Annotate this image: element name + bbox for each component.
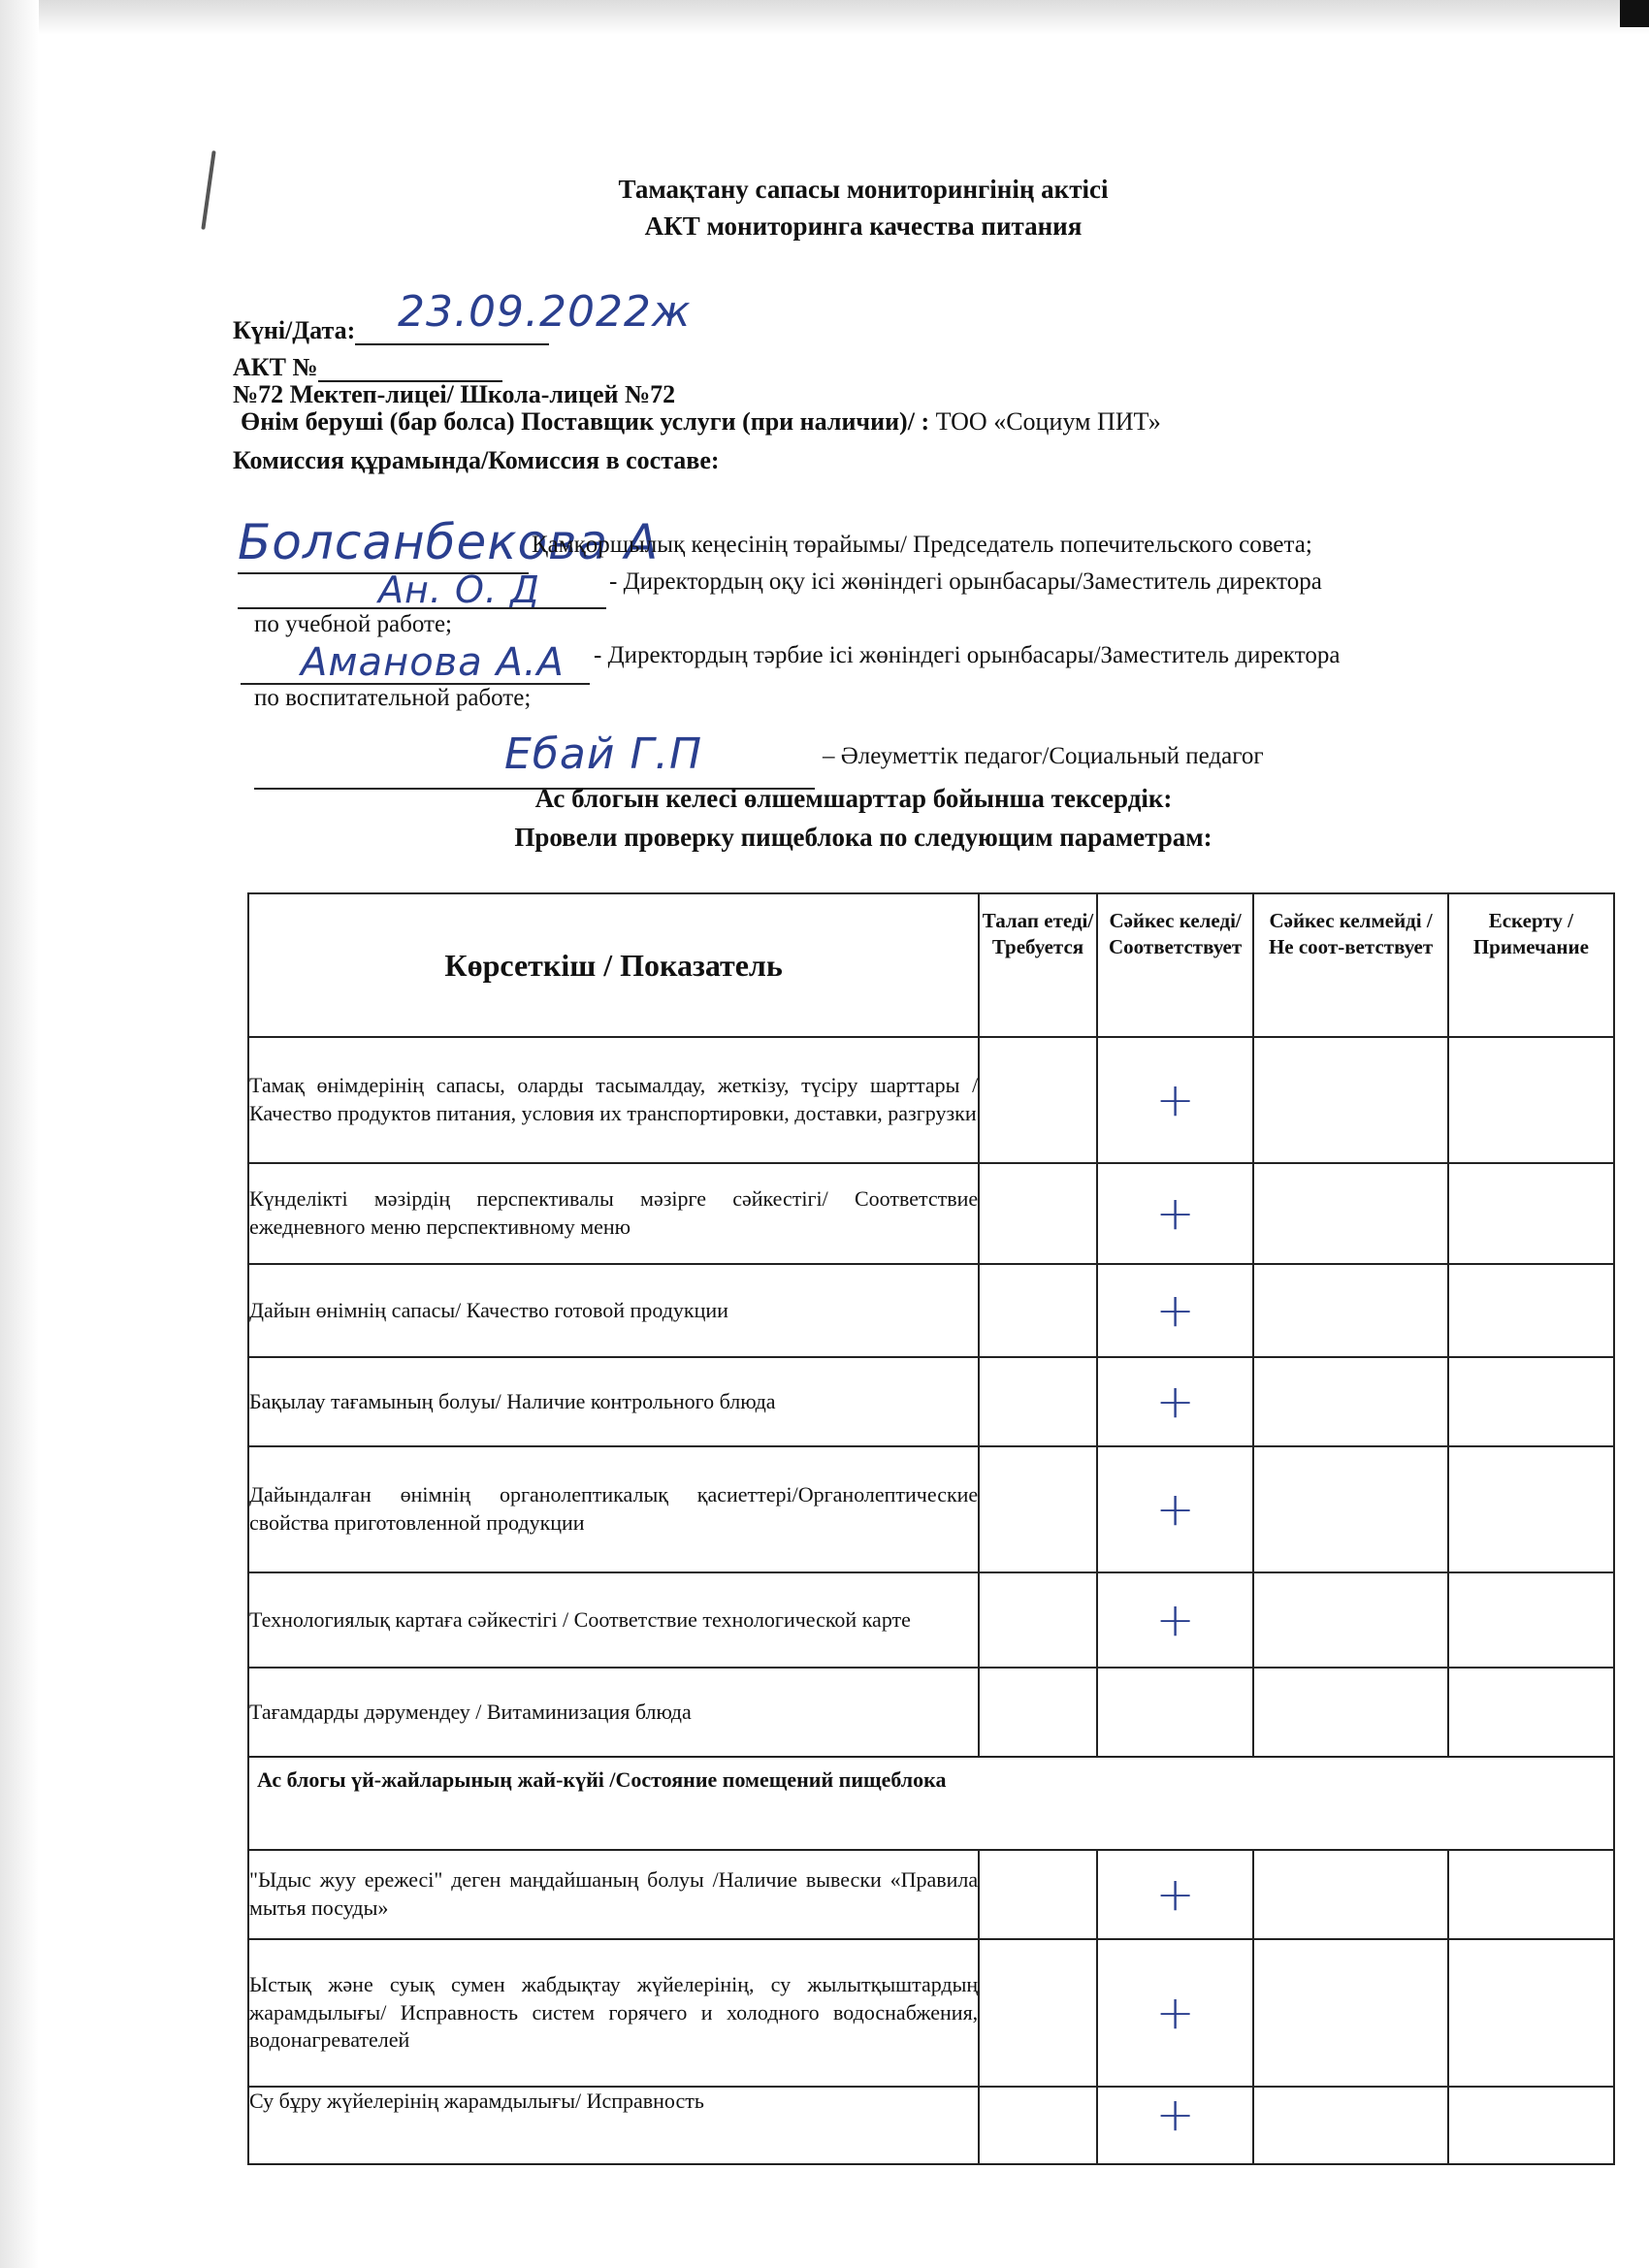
table-row <box>248 1572 1614 1668</box>
check-heading-ru: Провели проверку пищеблока по следующим параметрам: <box>514 823 1212 852</box>
member-2-role: - Директордың оқу ісі жөніндегі орынбасары/Заместитель директора <box>609 568 1322 595</box>
title-ru: АКТ мониторинга качества питания <box>644 211 1083 241</box>
member-3-role: - Директордың тәрбие ісі жөніндегі орынбасары/Заместитель директора <box>594 642 1341 668</box>
row-4-compliant[interactable]: + <box>1097 1357 1254 1446</box>
row-9-note[interactable] <box>1448 1939 1614 2087</box>
row-2-text: Күнделікті мәзірдің перспективалы мәзірге сәйкестігі/ Соответствие ежедневного меню перспективному меню <box>248 1163 979 1264</box>
row-10-noncompliant[interactable] <box>1253 2087 1447 2164</box>
table-row <box>248 1264 1614 1357</box>
table-row <box>248 1357 1614 1446</box>
row-1-text: Тамақ өнімдерінің сапасы, оларды тасымалдау, жеткізу, түсіру шарттары / Качество продуктов питания, условия их транспортировки, доставки, разгрузки <box>248 1037 979 1163</box>
school-name: №72 Мектеп-лицеі/ Школа-лицей №72 <box>233 380 676 408</box>
member-3-role-cont: по воспитательной работе; <box>254 685 532 711</box>
table-header-row <box>248 893 1614 1037</box>
row-8-note[interactable] <box>1448 1850 1614 1939</box>
row-5-compliant[interactable]: + <box>1097 1446 1254 1572</box>
row-9-noncompliant[interactable] <box>1253 1939 1447 2087</box>
header-indicator: Көрсеткіш / Показатель <box>248 893 979 1037</box>
row-8-noncompliant[interactable] <box>1253 1850 1447 1939</box>
row-5-text: Дайындалған өнімнің органолептикалық қасиеттері/Органолептические свойства приготовленной продукции <box>248 1446 979 1572</box>
row-10-compliant[interactable]: + <box>1097 2087 1254 2164</box>
scan-top-edge <box>0 0 1649 35</box>
member-2-role-cont: по учебной работе; <box>254 611 452 637</box>
member-4-role: – Әлеуметтік педагог/Социальный педагог <box>823 743 1264 769</box>
row-3-noncompliant[interactable] <box>1253 1264 1447 1357</box>
row-7-note[interactable] <box>1448 1668 1614 1757</box>
row-4-noncompliant[interactable] <box>1253 1357 1447 1446</box>
row-6-note[interactable] <box>1448 1572 1614 1668</box>
row-9-required[interactable] <box>979 1939 1097 2087</box>
row-6-compliant[interactable]: + <box>1097 1572 1254 1668</box>
row-3-compliant[interactable]: + <box>1097 1264 1254 1357</box>
section-title: Ас блогы үй-жайларының жай-күйі /Состояние помещений пищеблока <box>248 1757 1614 1850</box>
table-row <box>248 1446 1614 1572</box>
check-heading-kz: Ас блогын келесі өлшемшарттар бойынша тексердік: <box>534 784 1173 813</box>
row-2-noncompliant[interactable] <box>1253 1163 1447 1264</box>
member-4-signature: Ебай Г.П <box>504 729 703 779</box>
supplier-value: ТОО «Социум ПИТ» <box>935 407 1161 436</box>
row-1-note[interactable] <box>1448 1037 1614 1163</box>
row-4-text: Бақылау тағамының болуы/ Наличие контрольного блюда <box>248 1357 979 1446</box>
table-row <box>248 2087 1614 2164</box>
table-row <box>248 1163 1614 1264</box>
commission-label: Комиссия құрамында/Комиссия в составе: <box>233 446 720 474</box>
member-3-signature: Аманова А.А <box>301 640 565 685</box>
row-8-compliant[interactable]: + <box>1097 1850 1254 1939</box>
row-3-required[interactable] <box>979 1264 1097 1357</box>
row-2-required[interactable] <box>979 1163 1097 1264</box>
act-number-field[interactable] <box>318 355 502 382</box>
member-2-line <box>238 607 606 609</box>
table-row <box>248 1037 1614 1163</box>
row-7-noncompliant[interactable] <box>1253 1668 1447 1757</box>
row-10-required[interactable] <box>979 2087 1097 2164</box>
member-1-role: Қамқоршылық кеңесінің төрайымы/ Председатель попечительского совета; <box>532 532 1312 558</box>
act-label: АКТ № <box>233 353 318 381</box>
table-row <box>248 1939 1614 2087</box>
row-9-text: Ыстық және суық сумен жабдықтау жүйелерінің, су жылытқыштардың жарамдылығы/ Исправность систем горячего и холодного водоснабжения, водонагревателей <box>248 1939 979 2087</box>
criteria-table <box>247 892 1615 2165</box>
table-row <box>248 1668 1614 1757</box>
supplier-label: Өнім беруші (бар болса) Поставщик услуги (при наличии)/ : <box>241 407 930 436</box>
date-label: Күні/Дата: <box>233 316 356 344</box>
row-8-required[interactable] <box>979 1850 1097 1939</box>
member-1-signature: Болсанбекова А <box>238 514 660 570</box>
row-9-compliant[interactable]: + <box>1097 1939 1254 2087</box>
header-compliant: Сәйкес келеді/ Соответствует <box>1097 893 1254 1037</box>
row-3-note[interactable] <box>1448 1264 1614 1357</box>
row-1-required[interactable] <box>979 1037 1097 1163</box>
row-6-noncompliant[interactable] <box>1253 1572 1447 1668</box>
row-4-required[interactable] <box>979 1357 1097 1446</box>
row-6-required[interactable] <box>979 1572 1097 1668</box>
scan-corner <box>1620 0 1649 27</box>
row-7-compliant[interactable] <box>1097 1668 1254 1757</box>
row-5-required[interactable] <box>979 1446 1097 1572</box>
row-7-text: Тағамдарды дәрумендеу / Витаминизация блюда <box>248 1668 979 1757</box>
title-kz: Тамақтану сапасы мониторингінің актісі <box>618 175 1109 204</box>
header-required: Талап етеді/ Требуется <box>979 893 1097 1037</box>
scan-left-edge <box>0 0 39 2268</box>
row-3-text: Дайын өнімнің сапасы/ Качество готовой продукции <box>248 1264 979 1357</box>
act-row <box>233 353 502 382</box>
row-1-noncompliant[interactable] <box>1253 1037 1447 1163</box>
row-10-note[interactable] <box>1448 2087 1614 2164</box>
row-2-compliant[interactable]: + <box>1097 1163 1254 1264</box>
header-note: Ескерту /Примечание <box>1448 893 1614 1037</box>
row-1-compliant[interactable]: + <box>1097 1037 1254 1163</box>
row-5-noncompliant[interactable] <box>1253 1446 1447 1572</box>
row-5-note[interactable] <box>1448 1446 1614 1572</box>
row-8-text: "Ыдыс жуу ережесі" деген маңдайшаның болуы /Наличие вывески «Правила мытья посуды» <box>248 1850 979 1939</box>
row-10-text: Су бұру жүйелерінің жарамдылығы/ Исправность <box>248 2087 979 2164</box>
supplier-row <box>241 407 1161 437</box>
section-row <box>248 1757 1614 1850</box>
row-7-required[interactable] <box>979 1668 1097 1757</box>
row-4-note[interactable] <box>1448 1357 1614 1446</box>
date-handwritten: 23.09.2022ж <box>398 287 692 337</box>
member-2-signature: Ан. О. Д <box>378 568 540 611</box>
row-6-text: Технологиялық картаға сәйкестігі / Соответствие технологической карте <box>248 1572 979 1668</box>
header-noncompliant: Сәйкес келмейді / Не соот-ветствует <box>1253 893 1447 1037</box>
row-2-note[interactable] <box>1448 1163 1614 1264</box>
table-row <box>248 1850 1614 1939</box>
